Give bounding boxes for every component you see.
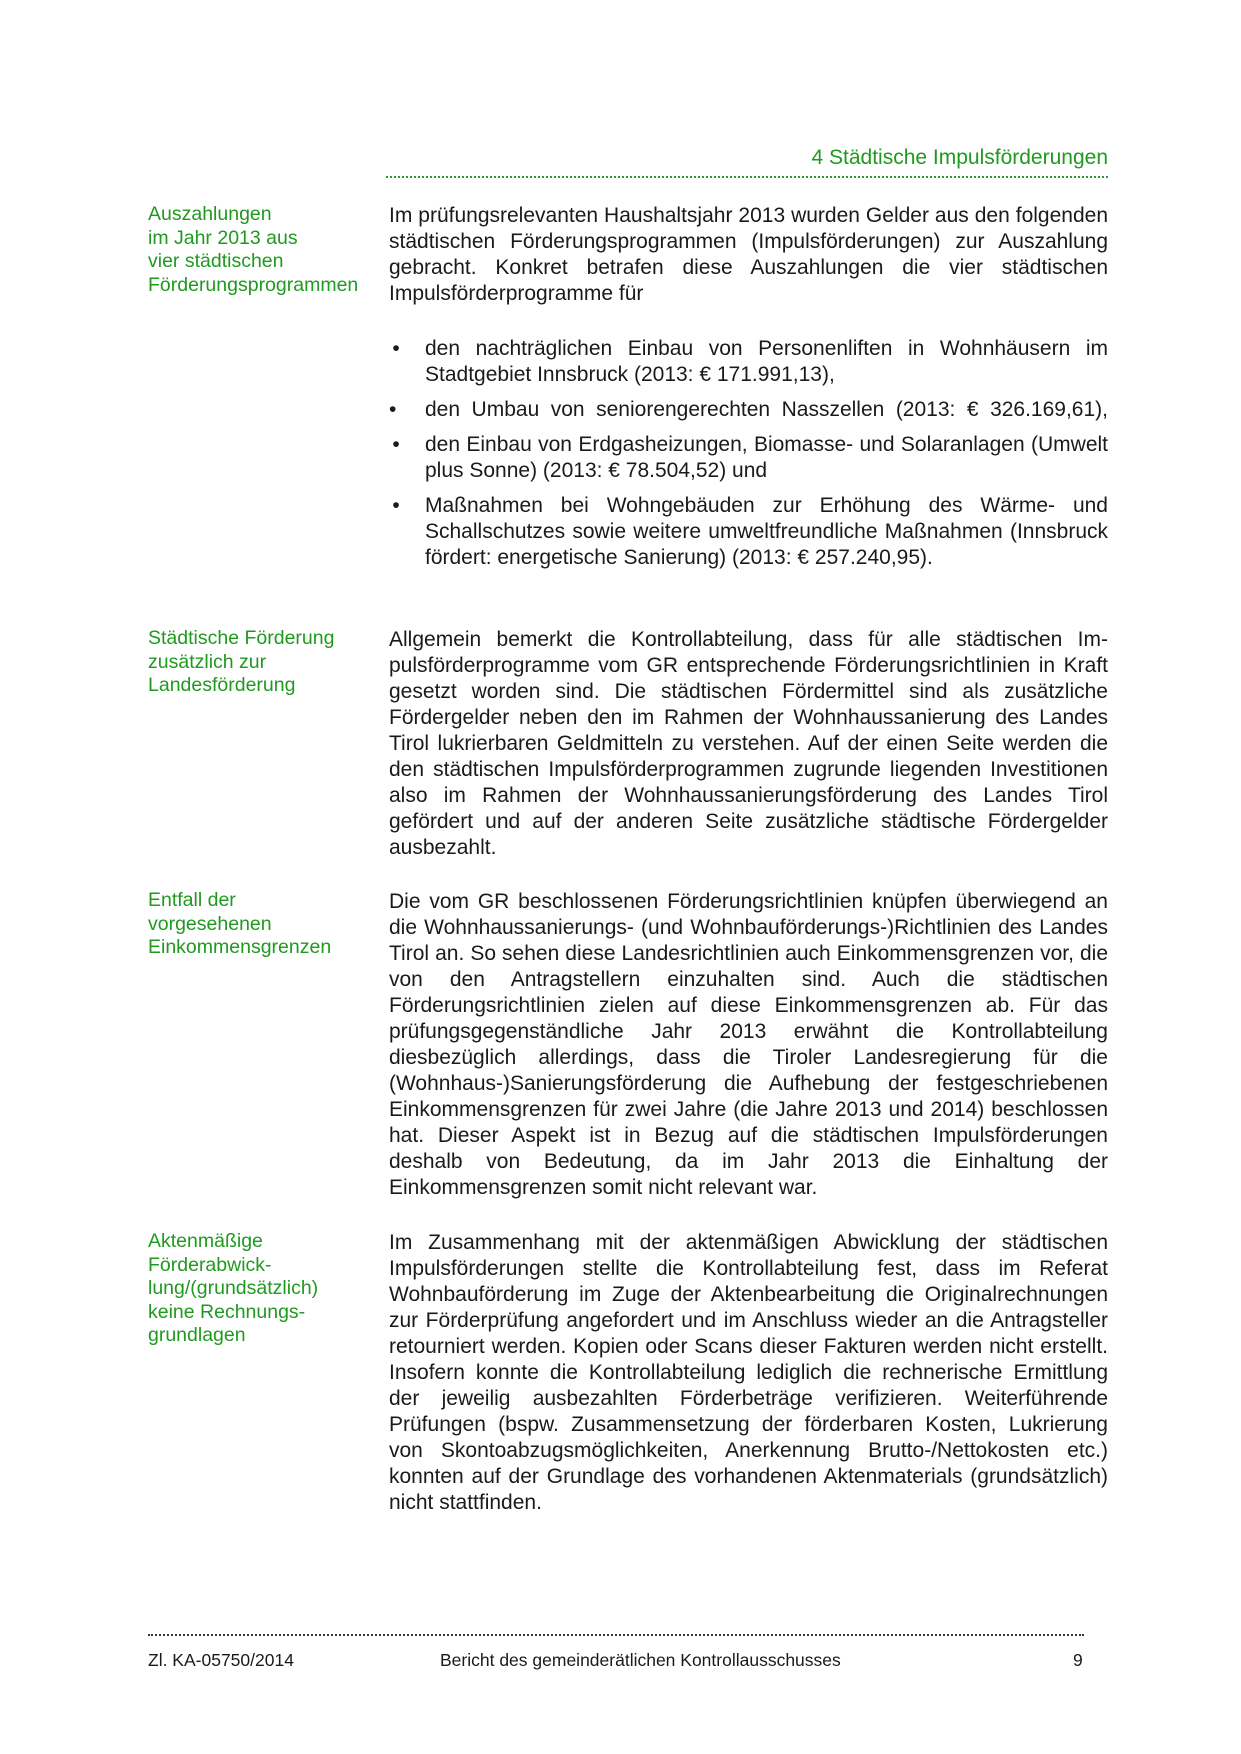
list-item-text: den Umbau von seniorengerechten Nasszellen (2013: € 326.169,61),: [425, 398, 1108, 421]
chapter-title: 4 Städtische Impulsförderungen: [811, 146, 1108, 169]
margin-note-state-funding: Städtische Förderung zusätzlich zur Landesförderung: [148, 627, 335, 696]
margin-note-payouts: Auszahlungen im Jahr 2013 aus vier städtischen Förderungsprogrammen: [148, 203, 359, 296]
margin-note-income-limits: Entfall der vorgesehenen Einkommensgrenzen: [148, 889, 332, 958]
program-list: [389, 336, 1108, 580]
list-item-text: den Einbau von Erdgasheizungen, Biomasse- und Solaranlagen (Umwelt plus Sonne) (2013: € 78.504,52) und: [425, 433, 1108, 482]
bullet-icon: •: [392, 494, 400, 517]
bullet-icon: •: [392, 433, 400, 456]
paragraph-payouts: Im prüfungsrelevanten Haushaltsjahr 2013 wurden Gelder aus den folgenden städtischen Förderungsprogrammen (Impulsförderungen) zur Auszahlung gebracht. Konkret betrafen diese Auszahlungen die vier städtischen Impulsförderprogramme für: [389, 204, 1108, 305]
margin-note-file-processing: Aktenmäßige Förderabwick- lung/(grundsätzlich) keine Rechnungs- grundlagen: [148, 1230, 319, 1346]
bullet-icon: •: [389, 398, 397, 421]
paragraph-income-limits: Die vom GR beschlossenen Förderungsrichtlinien knüpfen überwiegend an die Wohnhaussanierungs- (und Wohnbauförderungs-)Richtlinien des Landes Tirol an. So sehen diese Landesrichtlinien auch Einkommensgrenzen vor, die von den Antragstellern einzuhalten sind. Auch die städtischen Förderungsrichtlinien zielen auf diese Einkommensgrenzen ab. Für das prüfungsgegenständliche Jahr 2013 erwähnt die Kontrollabteilung diesbezüglich allerdings, dass die Tiroler Landesregierung für die (Wohnhaus-)Sanierungsförderung die Aufhebung der festgeschriebenen Einkommensgrenzen für zwei Jahre (die Jahre 2013 und 2014) beschlossen hat. Dieser Aspekt ist in Bezug auf die städtischen Impulsförderungen deshalb von Bedeutung, da im Jahr 2013 die Einhaltung der Einkommensgrenzen somit nicht relevant war.: [389, 890, 1108, 1199]
footer-reference: Zl. KA-05750/2014: [148, 1650, 294, 1670]
list-item: [389, 397, 1108, 423]
page-header: [386, 146, 1108, 178]
footer-divider: [148, 1634, 1084, 1636]
paragraph-state-funding: Allgemein bemerkt die Kontrollabteilung, dass für alle städtischen Impulsförderprogramme vom GR entsprechende Förderungsrichtlinien in Kraft gesetzt worden sind. Die städtischen Fördermittel sind als zusätzliche Fördergelder neben den im Rahmen der Wohnhaussanierung des Landes Tirol lukrierbaren Geldmitteln zu verstehen. Auf der einen Seite werden die den städtischen Impulsförderprogrammen zugrunde liegenden Investitionen also im Rahmen der Wohnhaussanierungsförderung des Landes Tirol gefördert und auf der anderen Seite zusätzliche städtische Fördergelder ausbezahlt.: [389, 628, 1108, 859]
page-number: 9: [1073, 1650, 1083, 1670]
list-item-text: den nachträglichen Einbau von Personenliften in Wohnhäusern im Stadtgebiet Innsbruck (2013: € 171.991,13),: [425, 337, 1108, 386]
list-item: [389, 432, 1108, 484]
footer-report-title: Bericht des gemeinderätlichen Kontrollausschusses: [440, 1650, 841, 1670]
paragraph-file-processing: Im Zusammenhang mit der aktenmäßigen Abwicklung der städtischen Impulsförderungen stellte die Kontrollabteilung fest, dass im Referat Wohnbauförderung im Zuge der Aktenbearbeitung die Originalrechnungen zur Förderprüfung angefordert und im Anschluss wieder an die Antragsteller retourniert werden. Kopien oder Scans dieser Fakturen werden nicht erstellt. Insofern konnte die Kontrollabteilung lediglich die rechnerische Ermittlung der jeweilig ausbezahlten Förderbeträge verifizieren. Weiterführende Prüfungen (bspw. Zusammensetzung der förderbaren Kosten, Lukrierung von Skontoabzugsmöglichkeiten, Anerkennung Brutto-/Nettokosten etc.) konnten auf der Grundlage des vorhandenen Aktenmaterials (grundsätzlich) nicht stattfinden.: [389, 1231, 1108, 1514]
bullet-icon: •: [392, 337, 400, 360]
list-item: [389, 336, 1108, 388]
list-item: [389, 493, 1108, 571]
list-item-text: Maßnahmen bei Wohngebäuden zur Erhöhung des Wärme- und Schallschutzes sowie weitere umweltfreundliche Maßnahmen (Innsbruck fördert: energetische Sanierung) (2013: € 257.240,95).: [425, 494, 1108, 569]
